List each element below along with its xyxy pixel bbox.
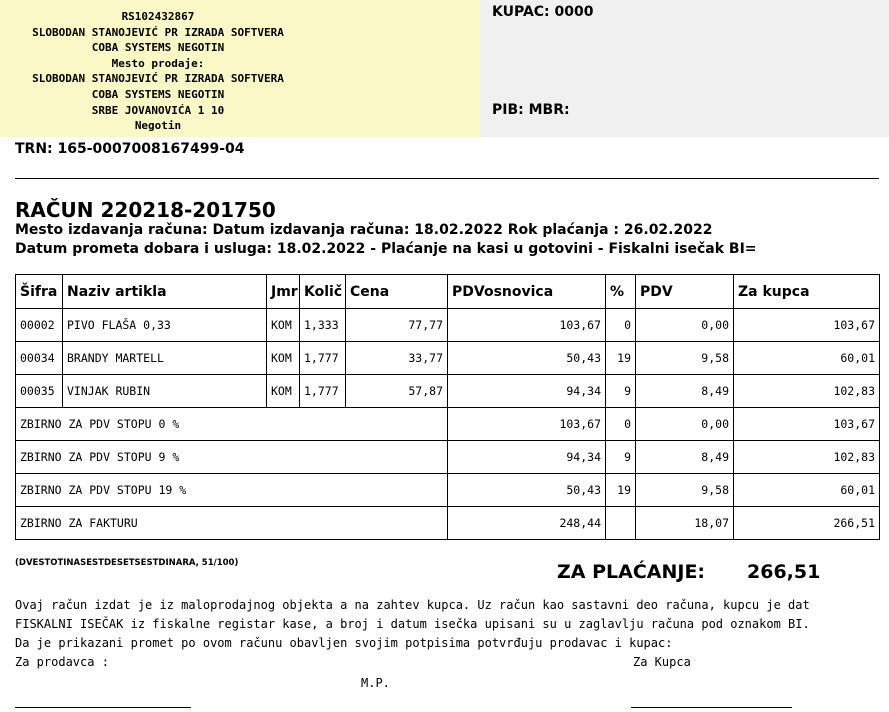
cell-pct: 0 xyxy=(606,309,636,342)
cell-pct: 19 xyxy=(606,342,636,375)
seller-name: SLOBODAN STANOJEVIĆ PR IZRADA SOFTVERA xyxy=(32,26,284,39)
summary-pct xyxy=(606,507,636,540)
cell-kolic: 1,333 xyxy=(300,309,346,342)
invoice-title: RAČUN 220218-201750 xyxy=(15,198,276,222)
invoice-delivery-info: Datum prometa dobara i usluga: 18.02.2022 - Plaćanje na kasi u gotovini - Fiskalni isečak BI= xyxy=(15,241,757,257)
cell-osnovica: 103,67 xyxy=(448,309,606,342)
pos-company: COBA SYSTEMS NEGOTIN xyxy=(91,88,225,101)
pos-city: Negotin xyxy=(134,119,182,132)
cell-jmr: KOM xyxy=(267,309,300,342)
seller-signature-line xyxy=(15,707,191,708)
total-due-value: 266,51 xyxy=(747,561,821,583)
pos-name: SLOBODAN STANOJEVIĆ PR IZRADA SOFTVERA xyxy=(32,72,284,85)
buyer-signature-line xyxy=(631,707,792,708)
header-cena: Cena xyxy=(346,275,448,309)
cell-pdv: 0,00 xyxy=(636,309,734,342)
header-osnovica: PDVosnovica xyxy=(448,275,606,309)
summary-osnovica: 50,43 xyxy=(448,474,606,507)
invoice-issue-info: Mesto izdavanja računa: Datum izdavanja računa: 18.02.2022 Rok plaćanja : 26.02.2022 xyxy=(15,222,713,238)
summary-label: ZBIRNO ZA FAKTURU xyxy=(16,507,448,540)
summary-osnovica: 248,44 xyxy=(448,507,606,540)
table-header-row xyxy=(16,275,880,309)
cell-kolic: 1,777 xyxy=(300,375,346,408)
invoice-total-row xyxy=(16,507,880,540)
summary-pdv: 8,49 xyxy=(636,441,734,474)
trn-number: TRN: 165-0007008167499-04 xyxy=(15,141,245,157)
cell-sifra: 00002 xyxy=(16,309,63,342)
header-naziv: Naziv artikla xyxy=(63,275,267,309)
table-row xyxy=(16,375,880,408)
seller-tax-id: RS102432867 xyxy=(121,10,195,23)
summary-label: ZBIRNO ZA PDV STOPU 0 % xyxy=(16,408,448,441)
summary-label: ZBIRNO ZA PDV STOPU 9 % xyxy=(16,441,448,474)
summary-osnovica: 94,34 xyxy=(448,441,606,474)
cell-pct: 9 xyxy=(606,375,636,408)
seller-info-box xyxy=(0,0,480,137)
header-pdv: PDV xyxy=(636,275,734,309)
buyer-info-box xyxy=(480,0,889,137)
table-row xyxy=(16,309,880,342)
summary-label: ZBIRNO ZA PDV STOPU 19 % xyxy=(16,474,448,507)
stamp-label: M.P. xyxy=(361,676,390,690)
amount-in-words: (DVESTOTINASESTDESETSESTDINARA, 51/100) xyxy=(15,558,239,568)
header-divider xyxy=(15,178,879,179)
point-of-sale-label: Mesto prodaje: xyxy=(111,57,205,70)
summary-pct: 19 xyxy=(606,474,636,507)
summary-row xyxy=(16,441,880,474)
summary-kupca: 60,01 xyxy=(734,474,880,507)
cell-jmr: KOM xyxy=(267,342,300,375)
cell-pdv: 8,49 xyxy=(636,375,734,408)
cell-osnovica: 94,34 xyxy=(448,375,606,408)
cell-sifra: 00034 xyxy=(16,342,63,375)
buyer-code: KUPAC: 0000 xyxy=(492,4,594,20)
cell-osnovica: 50,43 xyxy=(448,342,606,375)
cell-jmr: KOM xyxy=(267,375,300,408)
summary-pct: 0 xyxy=(606,408,636,441)
header-sifra: Šifra xyxy=(16,275,63,309)
cell-kupca: 60,01 xyxy=(734,342,880,375)
buyer-pib-mbr: PIB: MBR: xyxy=(492,102,570,118)
seller-signature-label: Za prodavca : xyxy=(15,655,109,669)
cell-pdv: 9,58 xyxy=(636,342,734,375)
seller-company: COBA SYSTEMS NEGOTIN xyxy=(91,41,225,54)
cell-cena: 77,77 xyxy=(346,309,448,342)
table-row xyxy=(16,342,880,375)
header-kupca: Za kupca xyxy=(734,275,880,309)
cell-sifra: 00035 xyxy=(16,375,63,408)
footer-note-line-1: Ovaj račun izdat je iz maloprodajnog objekta a na zahtev kupca. Uz račun kao sastavni deo računa, kupcu je dat xyxy=(15,598,810,612)
summary-kupca: 102,83 xyxy=(734,441,880,474)
cell-naziv: PIVO FLAŠA 0,33 xyxy=(63,309,267,342)
header-pct: % xyxy=(606,275,636,309)
summary-pdv: 0,00 xyxy=(636,408,734,441)
header-kolic: Količ xyxy=(300,275,346,309)
summary-pct: 9 xyxy=(606,441,636,474)
summary-kupca: 103,67 xyxy=(734,408,880,441)
cell-cena: 57,87 xyxy=(346,375,448,408)
summary-row xyxy=(16,408,880,441)
invoice-items-table xyxy=(15,274,880,540)
cell-kupca: 102,83 xyxy=(734,375,880,408)
pos-address: SRBE JOVANOVIĆA 1 10 xyxy=(91,104,225,117)
cell-cena: 33,77 xyxy=(346,342,448,375)
header-jmr: Jmr xyxy=(267,275,300,309)
cell-kupca: 103,67 xyxy=(734,309,880,342)
cell-naziv: BRANDY MARTELL xyxy=(63,342,267,375)
buyer-signature-label: Za Kupca xyxy=(633,655,691,669)
cell-naziv: VINJAK RUBIN xyxy=(63,375,267,408)
summary-pdv: 18,07 xyxy=(636,507,734,540)
summary-pdv: 9,58 xyxy=(636,474,734,507)
summary-osnovica: 103,67 xyxy=(448,408,606,441)
footer-note-line-3: Da je prikazani promet po ovom računu obavljen svojim potpisima potvrđuju prodavac i kupac: xyxy=(15,636,673,650)
summary-kupca: 266,51 xyxy=(734,507,880,540)
summary-row xyxy=(16,474,880,507)
footer-note-line-2: FISKALNI ISEČAK iz fiskalne registar kase, a broj i datum isečka upisani su u zaglavlju računa pod oznakom BI. xyxy=(15,617,810,631)
total-due-label: ZA PLAĆANJE: xyxy=(557,561,706,583)
cell-kolic: 1,777 xyxy=(300,342,346,375)
